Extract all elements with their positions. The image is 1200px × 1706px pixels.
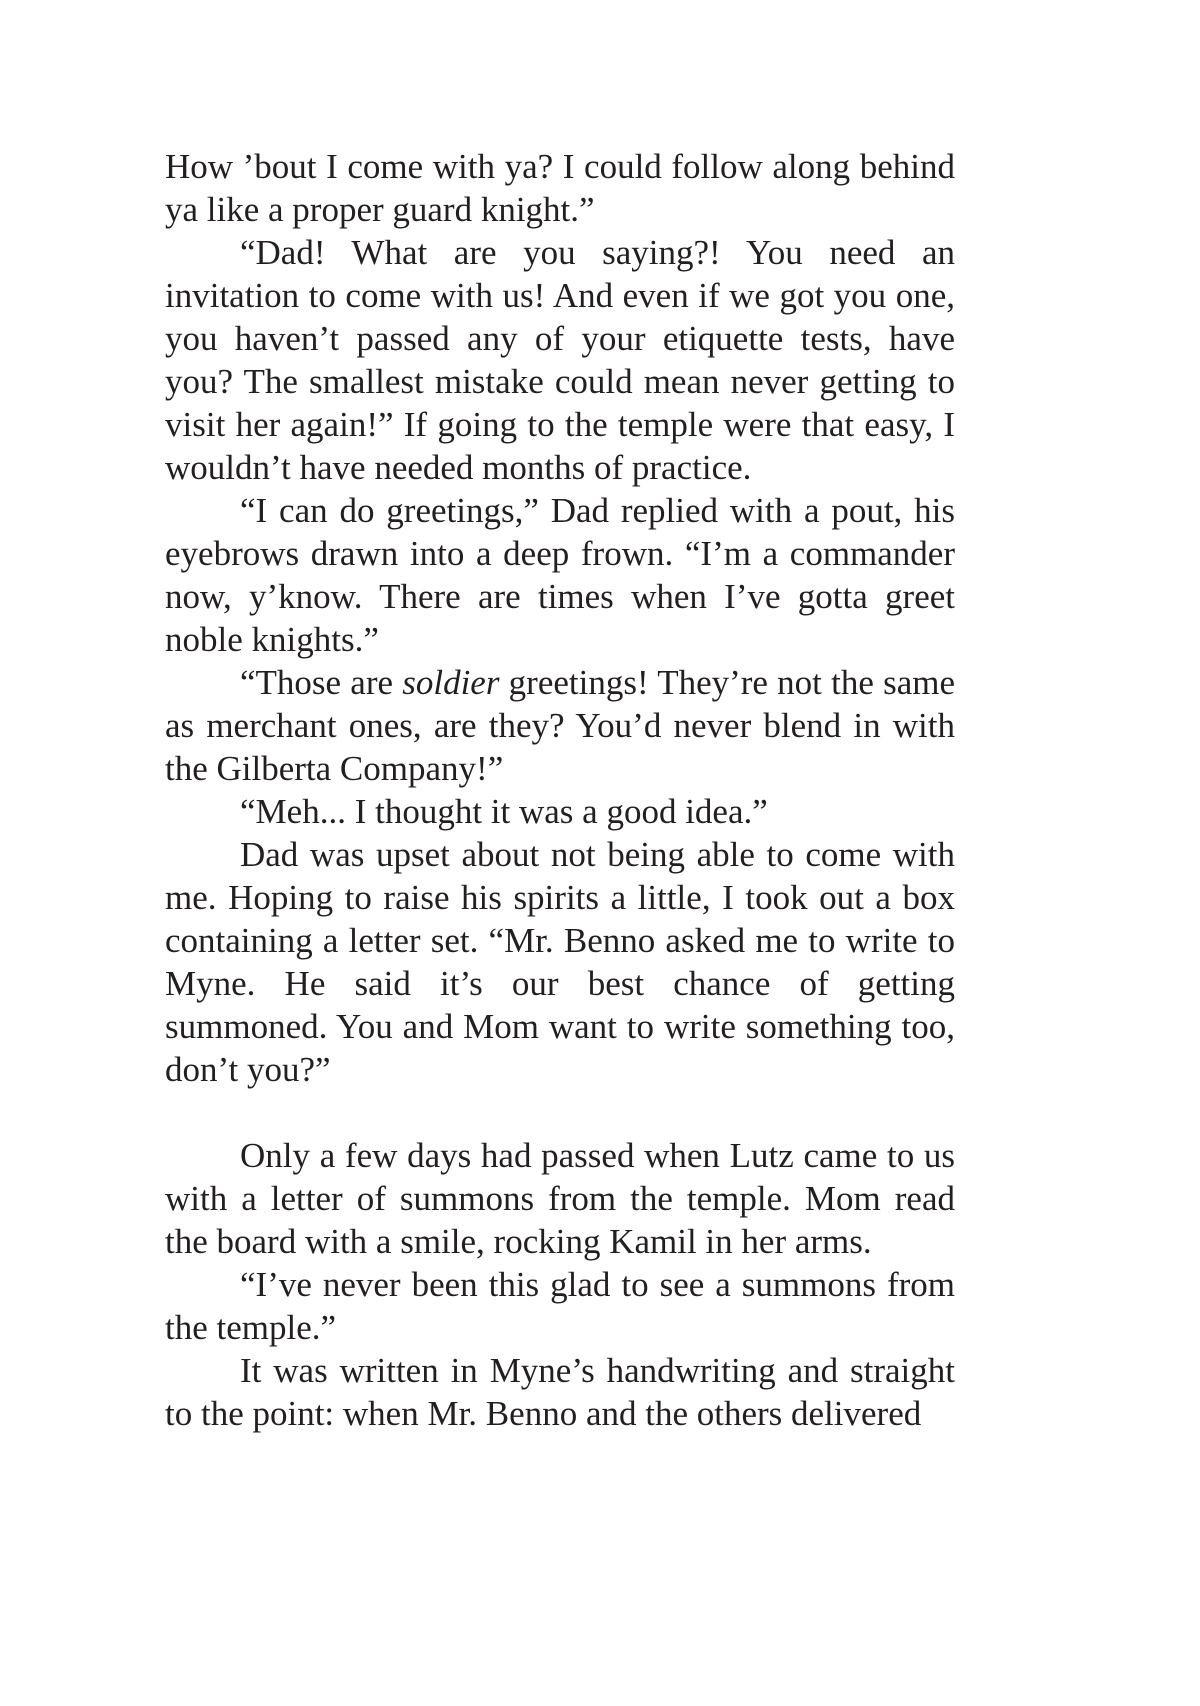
paragraph: Dad was upset about not being able to come with me. Hoping to raise his spirits a little, I took out a box containing a letter set. “Mr. Benno asked me to write to Myne. He said it’s our best chance of getting summoned. You and Mom want to write something too, don’t you?” (165, 835, 955, 1089)
paragraph: How ’bout I come with ya? I could follow along behind ya like a proper guard knight.” (165, 147, 955, 229)
paragraph: “Meh... I thought it was a good idea.” (240, 792, 768, 831)
italic-text: soldier (402, 663, 500, 702)
paragraph (165, 661, 955, 790)
paragraph: It was written in Myne’s handwriting and straight to the point: when Mr. Benno and the others delivered (165, 1351, 955, 1433)
paragraph: “Dad! What are you saying?! You need an invitation to come with us! And even if we got you one, you haven’t passed any of your etiquette tests, have you? The smallest mistake could mean never getting to visit her again!” If going to the temple were that easy, I wouldn’t have needed months of practice. (165, 233, 955, 487)
scene-break (165, 1091, 955, 1134)
paragraph: “I can do greetings,” Dad replied with a pout, his eyebrows drawn into a deep frown. “I’m a commander now, y’know. There are times when I’ve gotta greet noble knights.” (165, 491, 955, 659)
paragraph: “I’ve never been this glad to see a summons from the temple.” (165, 1265, 955, 1347)
page-body (165, 145, 955, 1435)
paragraph: Only a few days had passed when Lutz came to us with a letter of summons from the temple. Mom read the board with a smile, rocking Kamil in her arms. (165, 1136, 955, 1261)
text-run: “Those are (240, 663, 403, 702)
text-run: greetings! They’re not the same as merchant ones, are they? You’d never blend in with the Gilberta Company!” (165, 663, 955, 788)
